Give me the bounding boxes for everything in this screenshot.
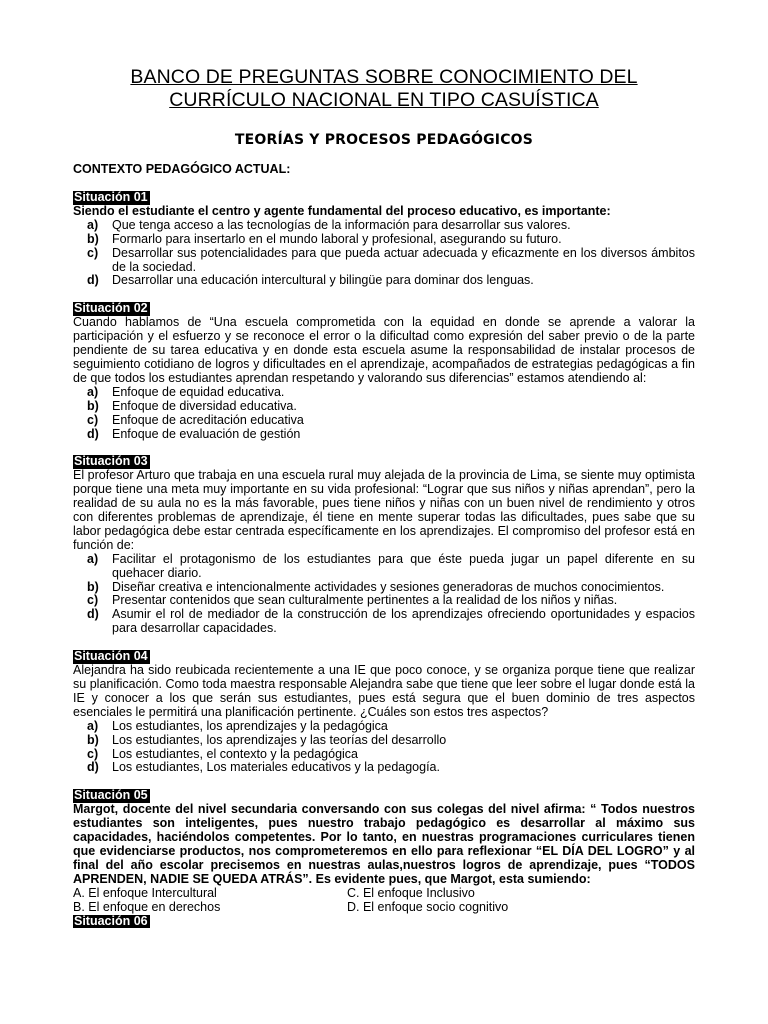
option-item: a) Los estudiantes, los aprendizajes y la pedagógica: [87, 718, 388, 733]
situation-question: Alejandra ha sido reubicada recientemente a una IE que poco conoce, y se organiza porque tiene que realizar su planificación. Como toda maestra responsable Alejandra sabe que tiene que leer sobre el lugar donde está la IE y conocer a los que serán sus estudiantes, pues está segura que el buen dominio de tres aspectos esenciales le permitirá una planificación pertinente. ¿Cuáles son estos tres aspectos?: [73, 663, 695, 719]
option-b: B. El enfoque en derechos: [73, 899, 221, 914]
options-list: [73, 386, 695, 442]
situation-02: [73, 302, 695, 441]
situation-question: Siendo el estudiante el centro y agente fundamental del proceso educativo, es importante:: [73, 203, 611, 218]
situation-06: [73, 915, 695, 929]
situation-question: Cuando hablamos de “Una escuela comprometida con la equidad en donde se aprende a valorar la participación y el esfuerzo y se reconoce el error o la dificultad como expresión del saber previo o de la parte pendiente de su tarea educativa y en donde esta escuela asume la responsabilidad de instalar procesos de seguimiento cotidiano de logros y dificultades en el aprendizaje, acompañados de estrategias pedagógicas a fin de que todos los estudiantes aprendan respetando y valorando sus diferencias” estamos atendiendo al:: [73, 315, 695, 385]
situation-question: El profesor Arturo que trabaja en una escuela rural muy alejada de la provincia de Lima, se siente muy optimista porque tiene una meta muy importante en su vida profesional: “Lograr que sus niños y niñas aprendan”, pero la realidad de su aula no es la más favorable, pues tiene niños y niñas con un buen nivel de rendimiento y otros con diferentes problemas de aprendizaje, él tiene en mente superar todas las dificultades, pues sabe que su labor pedagógica debe estar centrada específicamente en los aprendizajes. El compromiso del profesor está en función de:: [73, 468, 695, 552]
situation-tag: Situación 03: [74, 454, 148, 469]
option-item: b) Los estudiantes, los aprendizajes y las teorías del desarrollo: [87, 732, 447, 747]
situation-04: [73, 650, 695, 775]
situation-tag: Situación 04: [74, 649, 148, 664]
options-list: [73, 720, 695, 776]
option-item: d) Desarrollar una educación intercultural y bilingüe para dominar dos lenguas.: [87, 273, 534, 288]
situation-question: Margot, docente del nivel secundaria conversando con sus colegas del nivel afirma: “ Todos nuestros estudiantes son inteligentes, pues nuestro trabajo pedagógico es desarrollar al máximo sus capacidades, haciéndolos competentes. Por lo tanto, en nuestras programaciones curriculares tienen que evidenciarse productos, nos comprometeremos en ello para reflexionar “EL DÍA DEL LOGRO” y al final del año escolar precisemos en nuestras aulas,nuestros logros de aprendizaje, pues “TODOS APRENDEN, NADIE SE QUEDA ATRÁS”. Es evidente pues, que Margot, esta sumiendo:: [73, 802, 695, 886]
document-page: [73, 66, 695, 928]
option-item: a) Enfoque de equidad educativa.: [87, 384, 285, 399]
situation-05: [73, 789, 695, 914]
options-grid: [73, 887, 695, 915]
option-item: c) Presentar contenidos que sean culturalmente pertinentes a la realidad de los niños y niñas.: [87, 593, 618, 608]
title-line-1: BANCO DE PREGUNTAS SOBRE CONOCIMIENTO DEL: [130, 66, 638, 88]
options-list: [73, 219, 695, 289]
situation-tag: Situación 02: [74, 301, 148, 316]
options-list: [73, 553, 695, 636]
situation-tag: Situación 05: [74, 788, 148, 803]
option-c: C. El enfoque Inclusivo: [347, 885, 475, 900]
option-item: b) Enfoque de diversidad educativa.: [87, 398, 297, 413]
option-item: c) Los estudiantes, el contexto y la pedagógica: [87, 746, 359, 761]
option-item: d) Los estudiantes, Los materiales educativos y la pedagogía.: [87, 760, 440, 775]
situation-03: [73, 455, 695, 636]
option-item: a) Facilitar el protagonismo de los estudiantes para que éste pueda jugar un papel diferente en su quehacer diario.: [87, 551, 695, 580]
option-item: b) Formarlo para insertarlo en el mundo laboral y profesional, asegurando su futuro.: [87, 231, 562, 246]
option-item: b) Diseñar creativa e intencionalmente actividades y sesiones generadoras de muchos conocimientos.: [87, 579, 665, 594]
situation-tag: Situación 01: [74, 190, 148, 204]
title-line-2: CURRÍCULO NACIONAL EN TIPO CASUÍSTICA: [169, 89, 599, 111]
option-item: c) Desarrollar sus potencialidades para que pueda actuar adecuada y eficazmente en los diversos ámbitos de la sociedad.: [87, 245, 695, 274]
option-a: A. El enfoque Intercultural: [73, 885, 217, 900]
option-item: d) Enfoque de evaluación de gestión: [87, 426, 301, 441]
option-item: a) Que tenga acceso a las tecnologías de la información para desarrollar sus valores.: [87, 217, 571, 232]
section-subtitle: TEORÍAS Y PROCESOS PEDAGÓGICOS: [234, 132, 534, 148]
option-d: D. El enfoque socio cognitivo: [347, 899, 509, 914]
option-item: c) Enfoque de acreditación educativa: [87, 412, 304, 427]
option-item: d) Asumir el rol de mediador de la construcción de los aprendizajes ofreciendo oportunidades y espacios para desarrollar capacidades.: [87, 607, 695, 636]
context-heading: CONTEXTO PEDAGÓGICO ACTUAL:: [73, 162, 291, 176]
situation-01: [73, 191, 695, 288]
situation-tag: Situación 06: [74, 913, 148, 928]
document-title: [73, 66, 695, 112]
